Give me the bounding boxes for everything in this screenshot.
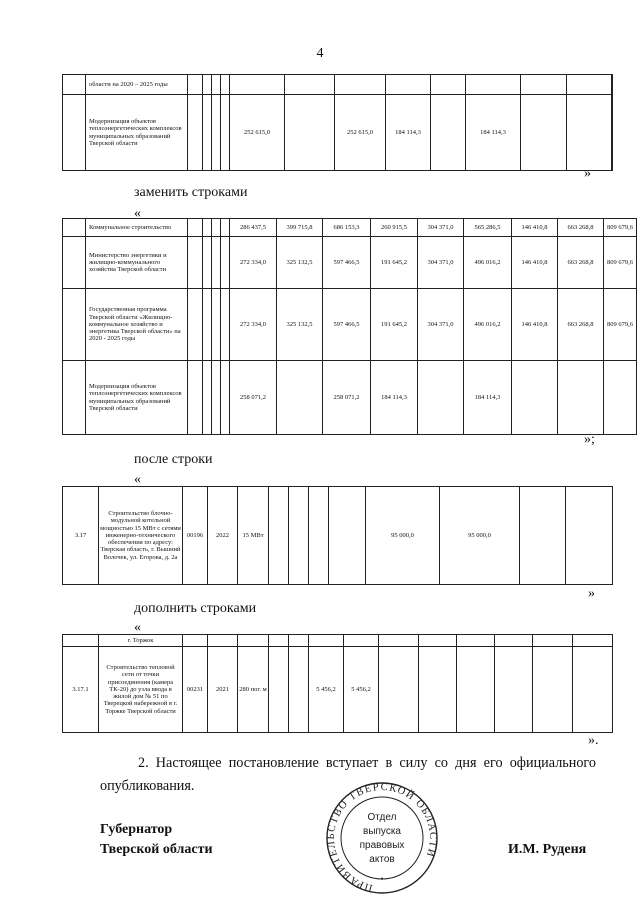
cell-value: 191 645,2: [371, 237, 418, 289]
table-replacement: [62, 218, 637, 435]
cell-value: 809 679,6: [604, 219, 637, 237]
row-name: Модернизация объектов теплоэнергетических комплексов муниципальных образований Тверской области: [86, 95, 188, 171]
cell-value: 184 114,3: [466, 95, 521, 171]
seal-center-line2: выпуска: [363, 826, 401, 837]
table-new-rows: [62, 634, 613, 733]
row-name: Коммунальное строительство: [86, 219, 188, 237]
row-code: 00231: [183, 647, 208, 733]
cell-value: 496 016,2: [464, 289, 512, 361]
paragraph-effective-date: 2. Настоящее постановление вступает в силу со дня его официального опубликования.: [100, 755, 596, 794]
row-name: Модернизация объектов теплоэнергетических комплексов муниципальных образований Тверской области: [86, 361, 188, 435]
cell-value: 399 715,8: [277, 219, 323, 237]
table-row: [63, 289, 637, 361]
cell-value: 252 615,0: [335, 95, 386, 171]
cell-value: 258 071,2: [230, 361, 277, 435]
cell-value: 272 334,0: [230, 289, 277, 361]
cell-value: 686 153,3: [323, 219, 371, 237]
open-quote: «: [134, 472, 141, 487]
page-number: 4: [316, 46, 324, 61]
cell-value: 146 410,8: [512, 237, 558, 289]
cell-value: 5 456,2: [344, 647, 379, 733]
row-name: Министерство энергетики и жилищно-коммунального хозяйства Тверской области: [86, 237, 188, 289]
seal-center-line1: Отдел: [367, 812, 397, 823]
cell-value: 597 466,5: [323, 237, 371, 289]
table-row: [63, 361, 637, 435]
close-quote: »;: [584, 432, 595, 447]
table-row: [63, 75, 613, 95]
cell-value: 184 114,3: [464, 361, 512, 435]
cell-value: 809 679,6: [604, 237, 637, 289]
close-quote: »: [584, 166, 591, 181]
cell-value: 663 268,8: [558, 237, 604, 289]
signature-title-line2: Тверской области: [100, 842, 213, 857]
cell-value: 272 334,0: [230, 237, 277, 289]
table-continuation: [62, 74, 613, 171]
seal-center-line3: правовых: [359, 840, 405, 851]
row-year: 2022: [208, 487, 238, 585]
official-seal: [316, 782, 448, 900]
cell-value: 809 679,6: [604, 289, 637, 361]
seal-graphic: [316, 782, 448, 900]
cell-value: 191 645,2: [371, 289, 418, 361]
seal-star: •: [380, 874, 384, 884]
row-name: Строительство тепловой сети от точки присоединения (камера ТК-20) до узла ввода в жилой дом № 51 по Тверецкой набережной в г. Торжке Тверской области: [99, 647, 183, 733]
cell-value: 146 410,8: [512, 219, 558, 237]
cell-value: 258 071,2: [323, 361, 371, 435]
cell-value: 663 268,8: [558, 289, 604, 361]
seal-ring-text: ПРАВИТЕЛЬСТВО ТВЕРСКОЙ ОБЛАСТИ: [325, 782, 439, 894]
close-quote: »: [588, 586, 595, 601]
cell-value: 146 410,8: [512, 289, 558, 361]
row-code: 00196: [183, 487, 208, 585]
instruction-replace: заменить строками: [134, 185, 248, 200]
open-quote: «: [134, 620, 141, 635]
cell-value: 184 114,3: [386, 95, 431, 171]
cell-value: 304 371,0: [418, 289, 464, 361]
row-name: Строительство блочно-модульной котельной мощностью 15 МВт с сетями инженерно-технического обеспечения по адресу: Тверская область, г. Вышний Волочек, ул. Егорова, д. 2а: [99, 487, 183, 585]
seal-center-line4: актов: [369, 854, 395, 865]
signature-title: [100, 820, 213, 860]
cell-value: 304 371,0: [418, 219, 464, 237]
row-number: 3.17: [63, 487, 99, 585]
cell-value: 304 371,0: [418, 237, 464, 289]
cell-value: 565 286,5: [464, 219, 512, 237]
signature-name: И.М. Руденя: [508, 842, 587, 857]
table-row: [63, 219, 637, 237]
table-row: [63, 487, 613, 585]
cell-value: 260 915,5: [371, 219, 418, 237]
town-name: г. Торжок: [99, 635, 183, 647]
signature-title-line1: Губернатор: [100, 822, 173, 837]
instruction-after: после строки: [134, 452, 213, 467]
cell-value: 286 437,5: [230, 219, 277, 237]
table-row: [63, 635, 613, 647]
cell-value: 597 466,5: [323, 289, 371, 361]
row-capacity: 15 МВт: [238, 487, 269, 585]
end-quote: ».: [588, 733, 599, 748]
cell-value: 252 615,0: [230, 95, 285, 171]
row-number: 3.17.1: [63, 647, 99, 733]
cell-value: 184 114,3: [371, 361, 418, 435]
row-name: области на 2020 – 2025 годы: [86, 75, 188, 95]
table-reference-row: [62, 486, 613, 585]
cell-value: 95 000,0: [440, 487, 520, 585]
row-name: Государственная программа Тверской области «Жилищно-коммунальное хозяйство и энергетика Тверской области» на 2020 - 2025 годы: [86, 289, 188, 361]
cell-value: 5 456,2: [309, 647, 344, 733]
cell-value: 663 268,8: [558, 219, 604, 237]
cell-value: 496 016,2: [464, 237, 512, 289]
instruction-add: дополнить строками: [134, 601, 257, 616]
table-row: [63, 237, 637, 289]
row-year: 2021: [208, 647, 238, 733]
cell-value: 95 000,0: [366, 487, 440, 585]
table-row: [63, 647, 613, 733]
row-length: 280 пог. м: [238, 647, 269, 733]
cell-value: 325 132,5: [277, 289, 323, 361]
cell-value: 325 132,5: [277, 237, 323, 289]
open-quote: «: [134, 206, 141, 221]
table-row: [63, 95, 613, 171]
